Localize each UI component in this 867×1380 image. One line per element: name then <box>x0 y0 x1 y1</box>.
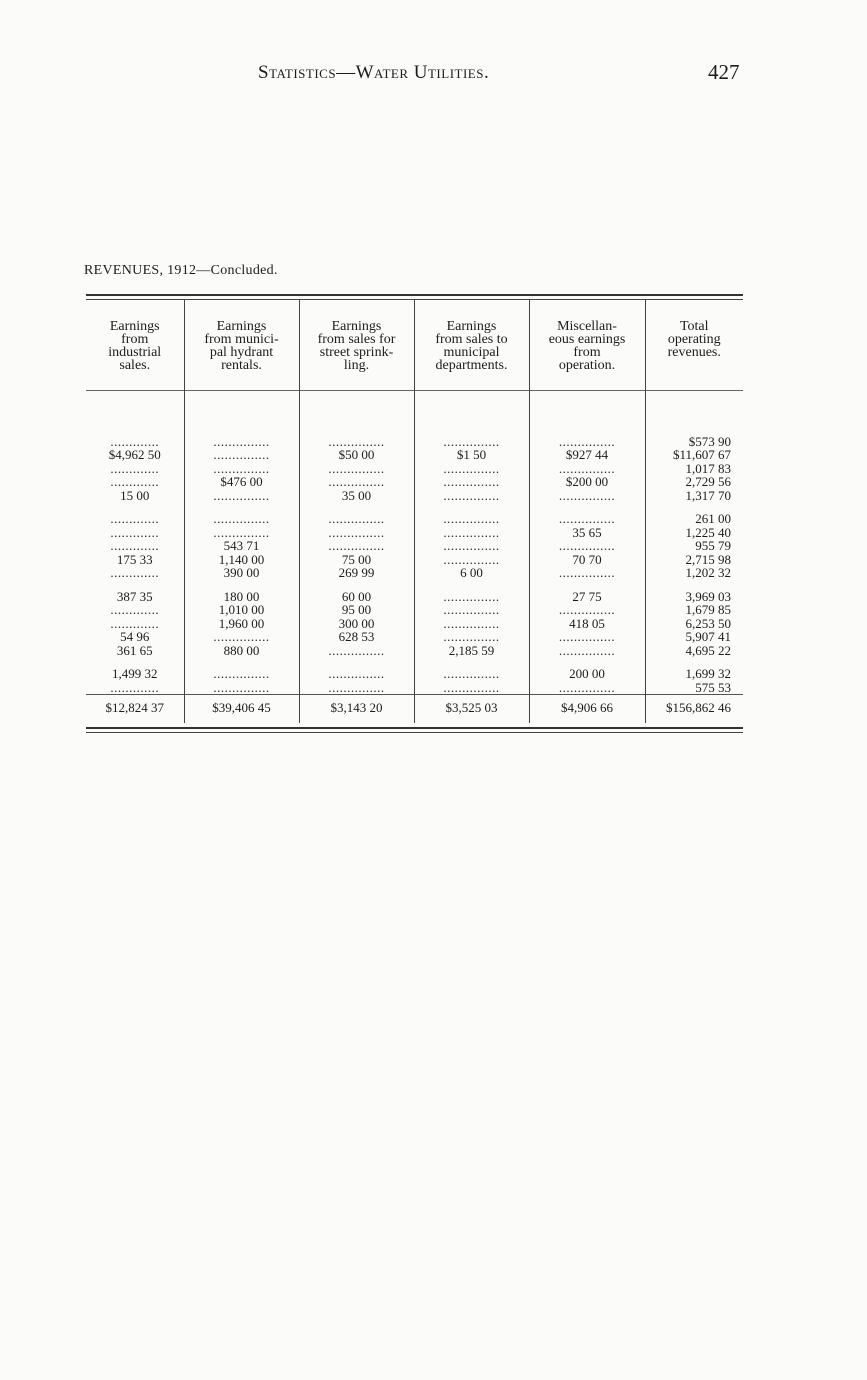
table-cell: 1,699 32 <box>645 667 743 681</box>
leader-dots: ............... <box>328 680 385 695</box>
table-cell: 35 00 <box>299 489 414 503</box>
table-cell <box>299 526 414 540</box>
leader-dots: ............... <box>558 630 616 644</box>
table-cell <box>529 489 645 503</box>
table-row <box>86 566 743 580</box>
spacer-cell <box>299 580 414 590</box>
table-row <box>86 462 743 476</box>
table-cell: 6 00 <box>414 566 529 580</box>
column-header-line: pal hydrant <box>209 345 274 360</box>
leader-dots: ............... <box>328 525 385 539</box>
leader-dots: ............... <box>558 680 616 695</box>
table-cell <box>299 462 414 476</box>
table-cell: 6,253 50 <box>645 617 743 631</box>
table-cell <box>299 644 414 658</box>
column-header-line: sales. <box>119 358 151 373</box>
spacer-cell <box>645 580 743 590</box>
group-gap-row <box>86 502 743 512</box>
leader-dots: ............... <box>213 667 270 681</box>
table-cell <box>184 681 299 695</box>
table-cell: 390 00 <box>184 566 299 580</box>
table-cell: 1,225 40 <box>645 526 743 540</box>
table-row <box>86 630 743 644</box>
table-cell <box>414 667 529 681</box>
table-cell <box>414 630 529 644</box>
table-row <box>86 603 743 617</box>
table-cell: 75 00 <box>299 553 414 567</box>
leader-dots: ............. <box>110 475 160 489</box>
table-cell: 1,140 00 <box>184 553 299 567</box>
leader-dots: ............. <box>110 461 160 475</box>
group-gap-row <box>86 657 743 667</box>
column-header-line: operation. <box>558 358 616 373</box>
leader-dots: ............. <box>110 566 160 580</box>
leader-dots: ............... <box>213 512 270 526</box>
table-cell <box>184 667 299 681</box>
table-cell <box>414 590 529 604</box>
table-cell: 2,729 56 <box>645 475 743 489</box>
table-cell: 361 65 <box>116 643 153 657</box>
column-header-line: operating <box>667 332 721 347</box>
leader-dots: ............... <box>443 434 500 448</box>
table-cell: $50 00 <box>299 448 414 462</box>
column-header-line: from munici- <box>204 332 279 347</box>
table-row <box>86 590 743 604</box>
table-cell: 35 65 <box>529 526 645 540</box>
table-cell <box>529 681 645 695</box>
leader-dots: ............... <box>443 552 500 566</box>
table-cell: 1,010 00 <box>184 603 299 617</box>
table-row <box>86 448 743 462</box>
table-cell <box>299 667 414 681</box>
leader-dots: ............... <box>328 512 385 526</box>
spacer-cell <box>299 390 414 435</box>
table-cell <box>529 512 645 526</box>
spacer-cell <box>299 657 414 667</box>
table-cell <box>86 566 184 580</box>
table-row <box>86 526 743 540</box>
total-cell: $12,824 37 <box>86 695 184 723</box>
table-body <box>86 390 743 723</box>
leader-dots: ............... <box>443 603 500 617</box>
table-cell <box>529 462 645 476</box>
table-cell <box>414 539 529 553</box>
table-cell: 955 79 <box>645 539 743 553</box>
table-cell: 1,317 70 <box>645 489 743 503</box>
running-head <box>0 62 867 88</box>
column-header-line: street sprink- <box>319 345 394 360</box>
total-cell: $4,906 66 <box>529 695 645 723</box>
leader-dots: ............... <box>558 643 616 657</box>
leader-dots: ............... <box>558 566 616 580</box>
leader-dots: ............... <box>328 475 385 489</box>
leader-dots: ............... <box>558 603 616 617</box>
table-header-row <box>86 300 743 390</box>
table-cell: 54 96 <box>120 630 150 644</box>
leader-dots: ............... <box>443 589 500 603</box>
table-cell: 300 00 <box>299 617 414 631</box>
table-cell <box>299 512 414 526</box>
table-cell <box>414 512 529 526</box>
table-cell <box>529 603 645 617</box>
table-cell <box>414 475 529 489</box>
column-header-line: from <box>573 345 601 360</box>
table-row <box>86 644 743 658</box>
leader-dots: ............... <box>558 539 616 553</box>
leader-dots: ............. <box>110 603 160 617</box>
table-cell <box>184 435 299 449</box>
table-cell: 418 05 <box>529 617 645 631</box>
table-cell <box>86 617 184 631</box>
spacer-cell <box>299 502 414 512</box>
leader-dots: ............... <box>213 525 270 539</box>
leader-dots: ............... <box>328 643 385 657</box>
leader-dots: ............... <box>213 488 270 502</box>
column-header-line: departments. <box>435 358 508 373</box>
leader-dots: ............... <box>328 667 385 681</box>
table-cell <box>184 526 299 540</box>
table-cell: 1,202 32 <box>645 566 743 580</box>
column-header <box>529 300 645 390</box>
page-number: 427 <box>708 60 740 84</box>
table-cell: $11,607 67 <box>645 448 743 462</box>
leader-dots: ............. <box>110 434 160 448</box>
table-row <box>86 617 743 631</box>
spacer-cell <box>184 502 299 512</box>
leader-dots: ............... <box>443 680 500 695</box>
leader-dots: ............... <box>328 434 385 448</box>
totals-row <box>86 695 743 723</box>
table-row <box>86 681 743 695</box>
table-cell: 543 71 <box>184 539 299 553</box>
leader-dots: ............... <box>558 434 616 448</box>
table-cell: $1 50 <box>414 448 529 462</box>
leader-dots: ............... <box>443 630 500 644</box>
table-cell: 175 33 <box>116 552 153 566</box>
table-cell <box>184 489 299 503</box>
table-row <box>86 539 743 553</box>
table-cell: 575 53 <box>645 681 743 695</box>
spacer-cell <box>529 502 645 512</box>
leader-dots: ............... <box>443 512 500 526</box>
table-cell <box>529 630 645 644</box>
table-cell <box>86 526 184 540</box>
table-cell: 2,185 59 <box>414 644 529 658</box>
table-row <box>86 512 743 526</box>
table-cell <box>184 462 299 476</box>
leader-dots: ............. <box>110 539 160 553</box>
table-cell: 261 00 <box>645 512 743 526</box>
column-header <box>414 300 529 390</box>
column-header-line: Earnings <box>331 319 382 334</box>
table-cell: 70 70 <box>529 553 645 567</box>
spacer-cell <box>414 390 529 435</box>
column-header-line: Earnings <box>109 319 160 334</box>
spacer-cell <box>86 657 184 667</box>
spacer-cell <box>645 502 743 512</box>
leader-dots: ............... <box>443 461 500 475</box>
table-cell <box>86 539 184 553</box>
spacer-cell <box>645 657 743 667</box>
table-cell: 3,969 03 <box>645 590 743 604</box>
table-cell: $4,962 50 <box>108 448 161 462</box>
spacer-cell <box>645 390 743 435</box>
table-cell <box>184 448 299 462</box>
leader-dots: ............... <box>558 512 616 526</box>
table-cell: 2,715 98 <box>645 553 743 567</box>
leader-dots: ............... <box>558 461 616 475</box>
page-title: Statistics—Water Utilities. <box>258 62 490 83</box>
table-cell <box>529 644 645 658</box>
leader-dots: ............. <box>110 616 160 630</box>
table-row <box>86 667 743 681</box>
table-cell <box>86 603 184 617</box>
column-header-line: Earnings <box>446 319 497 334</box>
leader-dots: ............. <box>110 525 160 539</box>
table-cell <box>184 630 299 644</box>
table-cell: 5,907 41 <box>645 630 743 644</box>
table-cell: 1,017 83 <box>645 462 743 476</box>
column-header-line: municipal <box>443 345 500 360</box>
leader-dots: ............... <box>328 539 385 553</box>
table-row <box>86 475 743 489</box>
leader-dots: ............... <box>443 539 500 553</box>
leader-dots: ............... <box>558 488 616 502</box>
spacer-cell <box>86 580 184 590</box>
table-cell <box>299 681 414 695</box>
table-cell <box>414 681 529 695</box>
table-cell <box>86 462 184 476</box>
total-cell: $156,862 46 <box>645 695 743 723</box>
group-gap-row <box>86 580 743 590</box>
column-header <box>86 300 184 390</box>
table-cell <box>529 566 645 580</box>
table-cell <box>299 539 414 553</box>
table-cell <box>414 526 529 540</box>
table-cell: 1,679 85 <box>645 603 743 617</box>
table-row <box>86 489 743 503</box>
leader-dots: ............... <box>213 448 270 462</box>
leader-dots: ............... <box>443 525 500 539</box>
leader-dots: ............... <box>213 434 270 448</box>
column-header <box>645 300 743 390</box>
table-cell: 180 00 <box>184 590 299 604</box>
table-cell <box>414 489 529 503</box>
table-cell <box>86 681 184 695</box>
spacer-cell <box>86 502 184 512</box>
column-header-line: from sales to <box>435 332 508 347</box>
table-cell: 60 00 <box>299 590 414 604</box>
column-header-line: Total <box>679 319 709 334</box>
leader-dots: ............... <box>213 630 270 644</box>
column-header-line: Miscellan- <box>557 319 617 334</box>
table-cell: 4,695 22 <box>645 644 743 658</box>
total-cell: $3,525 03 <box>414 695 529 723</box>
column-header-line: eous earnings <box>548 332 626 347</box>
table-cell <box>414 462 529 476</box>
table-cell: 27 75 <box>529 590 645 604</box>
table-cell: 200 00 <box>529 667 645 681</box>
column-header <box>299 300 414 390</box>
column-header <box>184 300 299 390</box>
table-row <box>86 553 743 567</box>
table-cell <box>529 539 645 553</box>
spacer-cell <box>184 390 299 435</box>
spacer-cell <box>414 502 529 512</box>
table-cell <box>299 475 414 489</box>
column-header-line: from <box>121 332 149 347</box>
revenues-table <box>86 300 743 723</box>
column-header-line: from sales for <box>317 332 396 347</box>
header-separator-row <box>86 390 743 435</box>
table-cell <box>299 435 414 449</box>
leader-dots: ............... <box>443 488 500 502</box>
leader-dots: ............... <box>443 475 500 489</box>
table-cell <box>414 617 529 631</box>
column-header-line: Earnings <box>216 319 267 334</box>
table-cell: 15 00 <box>120 488 150 502</box>
column-header-line: revenues. <box>667 345 721 360</box>
leader-dots: ............. <box>110 680 160 695</box>
leader-dots: ............. <box>110 512 160 526</box>
leader-dots: ............... <box>443 667 500 681</box>
table-caption: REVENUES, 1912—Concluded. <box>84 263 278 278</box>
table-cell: 387 35 <box>116 589 153 603</box>
spacer-cell <box>529 580 645 590</box>
table-cell: $573 90 <box>645 435 743 449</box>
table-cell <box>184 512 299 526</box>
table-cell: 628 53 <box>299 630 414 644</box>
table-cell: $927 44 <box>529 448 645 462</box>
spacer-cell <box>184 580 299 590</box>
leader-dots: ............... <box>213 680 270 695</box>
table-cell <box>414 553 529 567</box>
table-cell: 269 99 <box>299 566 414 580</box>
table-cell <box>529 435 645 449</box>
spacer-cell <box>414 657 529 667</box>
column-header-line: rentals. <box>221 358 262 373</box>
leader-dots: ............... <box>213 461 270 475</box>
table-cell <box>86 435 184 449</box>
total-cell: $39,406 45 <box>184 695 299 723</box>
revenues-table-container <box>86 294 743 733</box>
table-row <box>86 435 743 449</box>
spacer-cell <box>184 657 299 667</box>
table-cell: 1,499 32 <box>112 667 158 681</box>
table-cell: 880 00 <box>184 644 299 658</box>
spacer-cell <box>414 580 529 590</box>
table-cell: $476 00 <box>184 475 299 489</box>
table-cell: 95 00 <box>299 603 414 617</box>
bottom-double-rule <box>86 727 743 733</box>
table-cell <box>86 512 184 526</box>
column-header-line: ling. <box>343 358 370 373</box>
spacer-cell <box>86 390 184 435</box>
table-cell <box>414 435 529 449</box>
table-cell <box>86 475 184 489</box>
table-cell: $200 00 <box>529 475 645 489</box>
leader-dots: ............... <box>328 461 385 475</box>
column-header-line: industrial <box>108 345 162 360</box>
leader-dots: ............... <box>443 616 500 630</box>
total-cell: $3,143 20 <box>299 695 414 723</box>
table-cell <box>414 603 529 617</box>
spacer-cell <box>529 390 645 435</box>
spacer-cell <box>529 657 645 667</box>
table-cell: 1,960 00 <box>184 617 299 631</box>
